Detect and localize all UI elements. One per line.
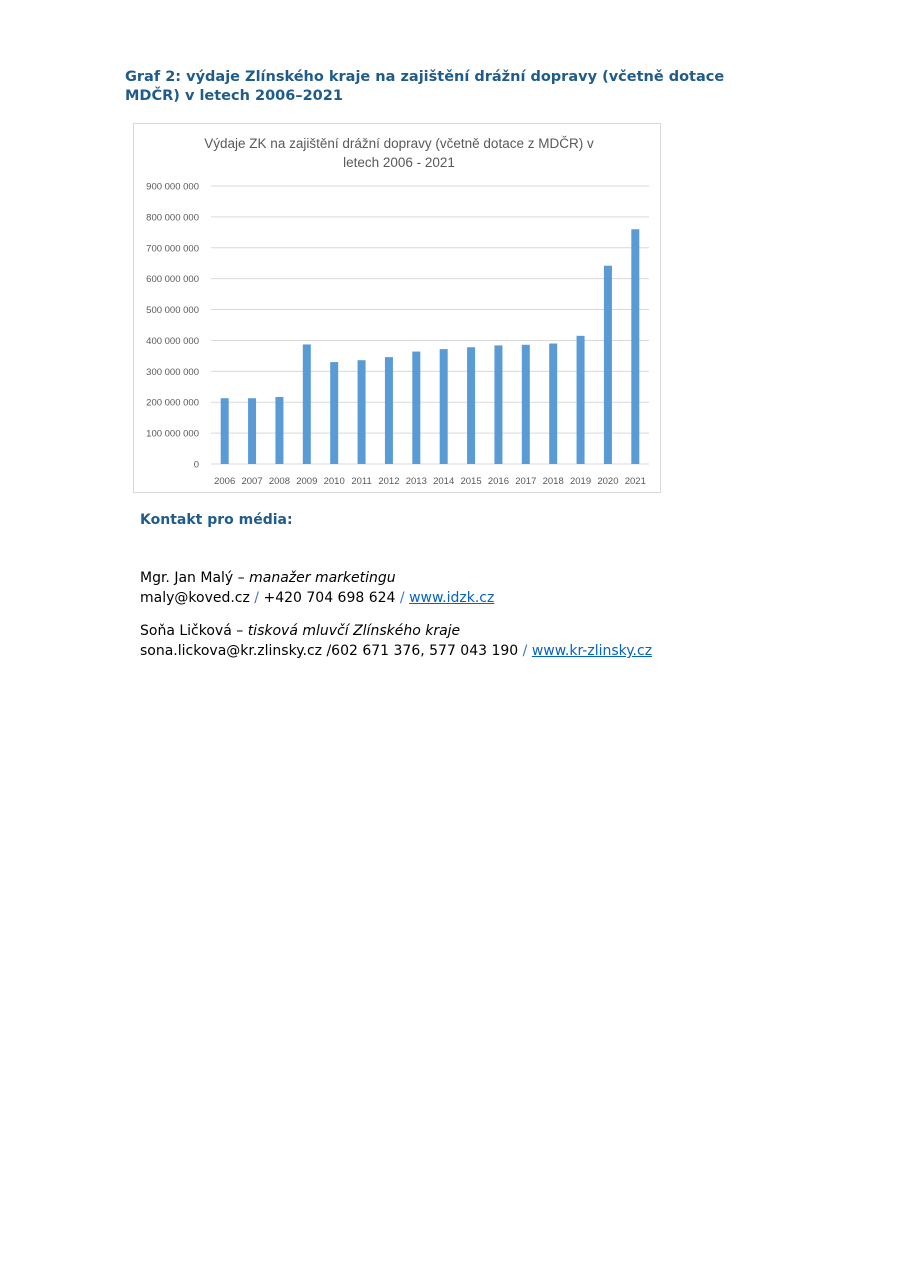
contact-block [140,621,652,661]
contact-website-link[interactable]: www.kr-zlinsky.cz [531,643,653,659]
x-tick-label: 2020 [597,476,619,487]
x-tick-label: 2008 [268,476,291,487]
chart-title-line-1: Výdaje ZK na zajištění drážní dopravy (včetně dotace z MDČR) v [204,136,594,151]
contact-dash: – [231,623,248,639]
contact-details-line [140,641,652,661]
contacts-heading: Kontakt pro média: [140,512,293,528]
x-tick-label: 2006 [214,476,236,487]
x-tick-label: 2011 [351,476,372,487]
contact-block [140,568,494,608]
contact-role: tisková mluvčí Zlínského kraje [247,623,461,639]
bar-chart [134,124,660,492]
bar [358,360,366,464]
y-tick-label: 200 000 000 [146,397,199,409]
x-tick-label: 2014 [433,476,455,487]
x-tick-label: 2009 [296,476,318,487]
x-tick-label: 2012 [378,476,400,487]
bar [467,347,475,464]
x-tick-label: 2007 [241,476,263,487]
chart-heading: Graf 2: výdaje Zlínského kraje na zajištění drážní dopravy (včetně dotace MDČR) v letech 2006–2021 [125,69,725,104]
x-tick-label: 2013 [405,476,427,487]
chart-title-line-2: letech 2006 - 2021 [343,155,455,170]
contact-name-line [140,568,494,588]
bar [440,349,448,464]
contact-name-line [140,621,652,641]
y-tick-label: 300 000 000 [146,366,199,378]
y-tick-label: 500 000 000 [146,305,199,317]
contact-email[interactable]: sona.lickova@kr.zlinsky.cz [140,643,322,659]
x-tick-label: 2021 [624,476,646,487]
contact-separator: / [249,590,264,606]
bar [549,344,557,464]
y-tick-label: 100 000 000 [146,428,199,440]
x-tick-label: 2016 [487,476,510,487]
bar [604,266,612,464]
contact-role: manažer marketingu [249,570,396,586]
bar [577,336,585,464]
chart-frame [133,123,661,493]
bar [385,357,393,464]
bar [330,362,338,464]
x-tick-label: 2017 [515,476,537,487]
contact-email[interactable]: maly@koved.cz [140,590,250,606]
x-tick-label: 2015 [460,476,482,487]
contact-details-line [140,588,494,608]
contact-separator: / [395,590,410,606]
bar [303,344,311,464]
contact-separator: / [518,643,532,659]
x-axis-ticks [214,476,646,487]
y-tick-label: 700 000 000 [146,243,199,255]
x-tick-label: 2010 [323,476,345,487]
contact-phone: 602 671 376, 577 043 190 [331,643,519,659]
bars [221,229,640,464]
y-tick-label: 900 000 000 [146,181,199,193]
contact-name: Mgr. Jan Malý [140,570,234,586]
bar [494,345,502,464]
contact-phone: +420 704 698 624 [263,590,396,606]
y-tick-label: 800 000 000 [146,212,199,224]
bar [412,352,420,464]
y-tick-label: 600 000 000 [146,274,199,286]
y-axis-ticks [146,182,199,471]
contact-website-link[interactable]: www.idzk.cz [409,590,495,606]
contact-dash: – [233,570,250,586]
y-tick-label: 400 000 000 [146,335,199,347]
x-tick-label: 2018 [542,476,564,487]
bar [275,397,283,464]
bar [221,398,229,464]
contact-name: Soňa Ličková [140,623,232,639]
contact-separator: / [322,643,332,659]
x-tick-label: 2019 [569,476,592,487]
bar [248,398,256,464]
bar [522,345,530,464]
bar [631,229,639,464]
y-tick-label: 0 [193,459,199,471]
